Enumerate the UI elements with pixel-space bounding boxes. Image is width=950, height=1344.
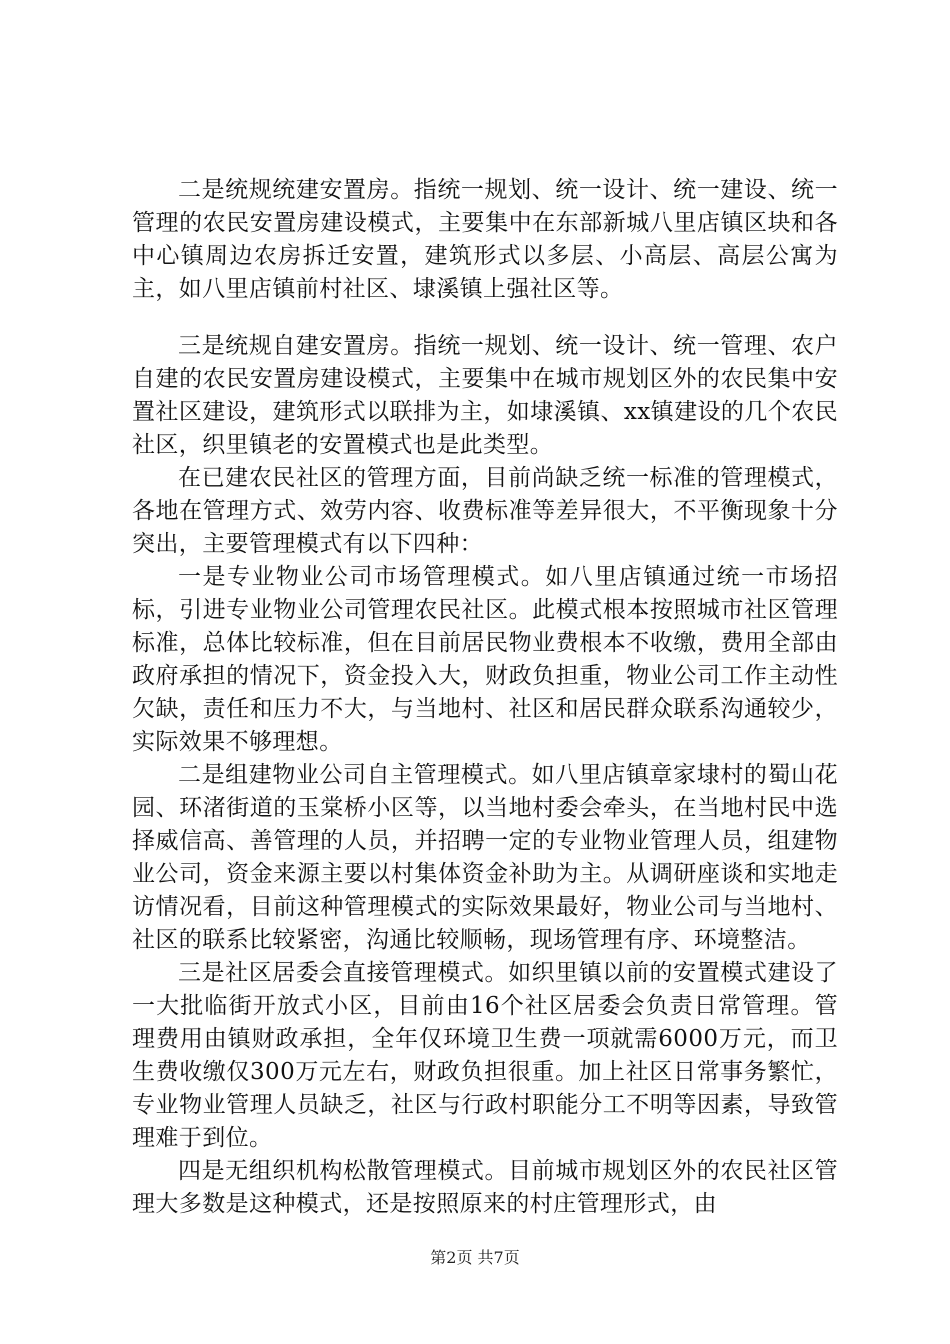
paragraph: 二是组建物业公司自主管理模式。如八里店镇章家埭村的蜀山花园、环渚街道的玉棠桥小区等，以当地村委会牵头，在当地村民中选择威信高、善管理的人员，并招聘一定的专业物业管理人员，组建物业公司，资金来源主要以村集体资金补助为主。从调研座谈和实地走访情况看，目前这种管理模式的实际效果最好，物业公司与当地村、社区的联系比较紧密，沟通比较顺畅，现场管理有序、环境整洁。 (132, 762, 838, 953)
paragraph: 三是社区居委会直接管理模式。如织里镇以前的安置模式建设了一大批临街开放式小区，目前由16个社区居委会负责日常管理。管理费用由镇财政承担，全年仅环境卫生费一项就需6000万元，而卫生费收缴仅300万元左右，财政负担很重。加上社区日常事务繁忙，专业物业管理人员缺乏，社区与行政村职能分工不明等因素，导致管理难于到位。 (132, 960, 838, 1151)
paragraph: 二是统规统建安置房。指统一规划、统一设计、统一建设、统一管理的农民安置房建设模式，主要集中在东部新城八里店镇区块和各中心镇周边农房拆迁安置，建筑形式以多层、小高层、高层公寓为主，如八里店镇前村社区、埭溪镇上强社区等。 (132, 177, 838, 302)
page-number-footer: 第2页 共7页 (430, 1248, 520, 1267)
paragraph: 四是无组织机构松散管理模式。目前城市规划区外的农民社区管理大多数是这种模式，还是按照原来的村庄管理形式，由 (132, 1158, 838, 1217)
paragraph: 一是专业物业公司市场管理模式。如八里店镇通过统一市场招标，引进专业物业公司管理农民社区。此模式根本按照城市社区管理标准，总体比较标准，但在目前居民物业费根本不收缴，费用全部由政府承担的情况下，资金投入大，财政负担重，物业公司工作主动性欠缺，责任和压力不大，与当地村、社区和居民群众联系沟通较少，实际效果不够理想。 (132, 564, 838, 755)
paragraph: 三是统规自建安置房。指统一规划、统一设计、统一管理、农户自建的农民安置房建设模式，主要集中在城市规划区外的农民集中安置社区建设，建筑形式以联排为主，如埭溪镇、xx镇建设的几个农民社区，织里镇老的安置模式也是此类型。 (132, 333, 838, 458)
document-section-main (132, 330, 838, 1221)
document-section-top (132, 174, 838, 306)
paragraph: 在已建农民社区的管理方面，目前尚缺乏统一标准的管理模式，各地在管理方式、效劳内容、收费标准等差异很大，不平衡现象十分突出，主要管理模式有以下四种： (132, 465, 838, 557)
